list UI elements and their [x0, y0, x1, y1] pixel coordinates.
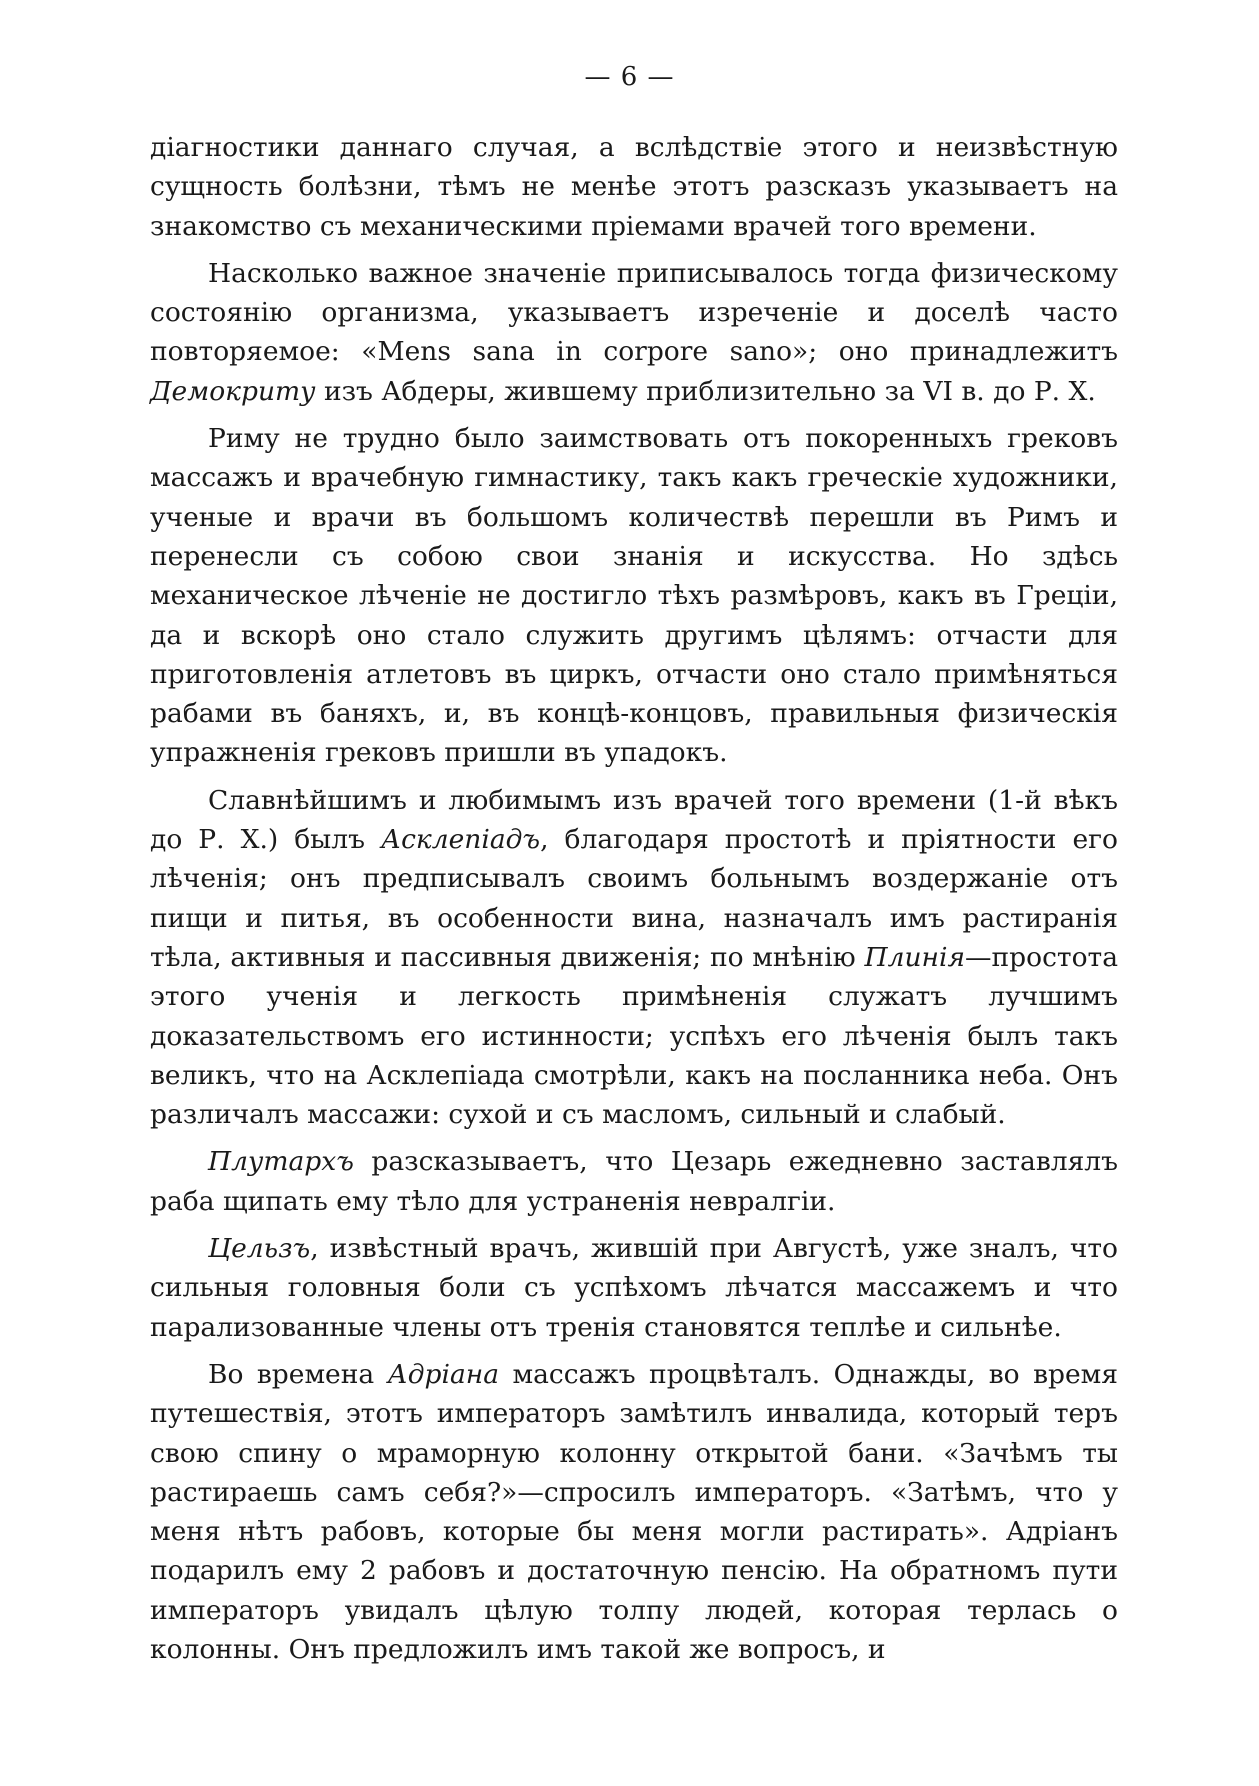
body-text	[150, 128, 1118, 1669]
text-segment: діагностики даннаго случая, а вслѣдствіе этого и неизвѣстную сущность болѣзни, тѣмъ не менѣе этотъ разсказъ указываетъ на знакомство съ механическими пріемами врачей того времени.	[150, 132, 1118, 242]
paragraph	[150, 128, 1118, 246]
paragraph	[150, 1229, 1118, 1347]
text-segment: —простота этого ученія и легкость примѣненія служатъ лучшимъ доказательствомъ его истинности; успѣхъ его лѣченія былъ такъ великъ, что на Асклепіада смотрѣли, какъ на посланника неба. Онъ различалъ массажи: сухой и съ масломъ, сильный и слабый.	[150, 941, 1118, 1131]
italic-name: Плутархъ	[208, 1146, 354, 1178]
paragraph	[150, 1355, 1118, 1669]
paragraph	[150, 1142, 1118, 1221]
text-segment: разсказываетъ, что Цезарь ежедневно заставлялъ раба щипать ему тѣло для устраненія невралгіи.	[150, 1146, 1118, 1217]
text-segment: , извѣстный врачъ, жившій при Августѣ, уже зналъ, что сильныя головныя боли съ успѣхомъ лѣчатся массажемъ и что парализованные члены отъ тренія становятся теплѣе и сильнѣе.	[150, 1233, 1118, 1343]
text-segment: изъ Абдеры, жившему приблизительно за VI в. до Р. Х.	[315, 375, 1096, 407]
text-segment: массажъ процвѣталъ. Однажды, во время путешествія, этотъ императоръ замѣтилъ инвалида, который теръ свою спину о мраморную колонну открытой бани. «Зачѣмъ ты растираешь самъ себя?»—спросилъ императоръ. «Затѣмъ, что у меня нѣтъ рабовъ, которые бы меня могли растирать». Адріанъ подарилъ ему 2 рабовъ и достаточную пенсію. На обратномъ пути императоръ увидалъ цѣлую толпу людей, которая терлась о колонны. Онъ предложилъ имъ такой же вопросъ, и	[150, 1358, 1118, 1665]
italic-name: Асклепіадъ	[381, 824, 541, 856]
italic-name: Демокриту	[150, 375, 316, 407]
italic-name: Плинія	[864, 941, 965, 973]
paragraph	[150, 419, 1118, 773]
italic-name: Адріана	[387, 1358, 500, 1390]
text-segment: Во времена	[208, 1358, 388, 1390]
text-segment: , благодаря простотѣ и пріятности его лѣченія; онъ предписывалъ своимъ больнымъ воздержаніе отъ пищи и питья, въ особенности вина, назначалъ имъ растиранія тѣла, активныя и пассивныя движенія; по мнѣнію	[150, 824, 1118, 973]
paragraph	[150, 254, 1118, 411]
text-segment: Насколько важное значеніе приписывалось тогда физическому состоянію организма, указываетъ изреченіе и доселѣ часто повторяемое: «Mens sana in corpore sano»; оно принадлежитъ	[150, 257, 1118, 368]
paragraph	[150, 781, 1118, 1135]
italic-name: Цельзъ	[208, 1233, 311, 1265]
page-number: — 6 —	[584, 62, 675, 92]
text-segment: Риму не трудно было заимствовать отъ покоренныхъ грековъ массажъ и врачебную гимнастику, такъ какъ греческіе художники, ученые и врачи въ большомъ количествѣ перешли въ Римъ и перенесли съ собою свои знанія и искусства. Но здѣсь механическое лѣченіе не достигло тѣхъ размѣровъ, какъ въ Греціи, да и вскорѣ оно стало служить другимъ цѣлямъ: отчасти для приготовленія атлетовъ въ циркъ, отчасти оно стало примѣняться рабами въ баняхъ, и, въ концѣ-концовъ, правильныя физическія упражненія грековъ пришли въ упадокъ.	[150, 423, 1118, 769]
text-segment: Славнѣйшимъ и любимымъ изъ врачей того времени (1-й вѣкъ до Р. Х.) былъ	[150, 784, 1118, 856]
